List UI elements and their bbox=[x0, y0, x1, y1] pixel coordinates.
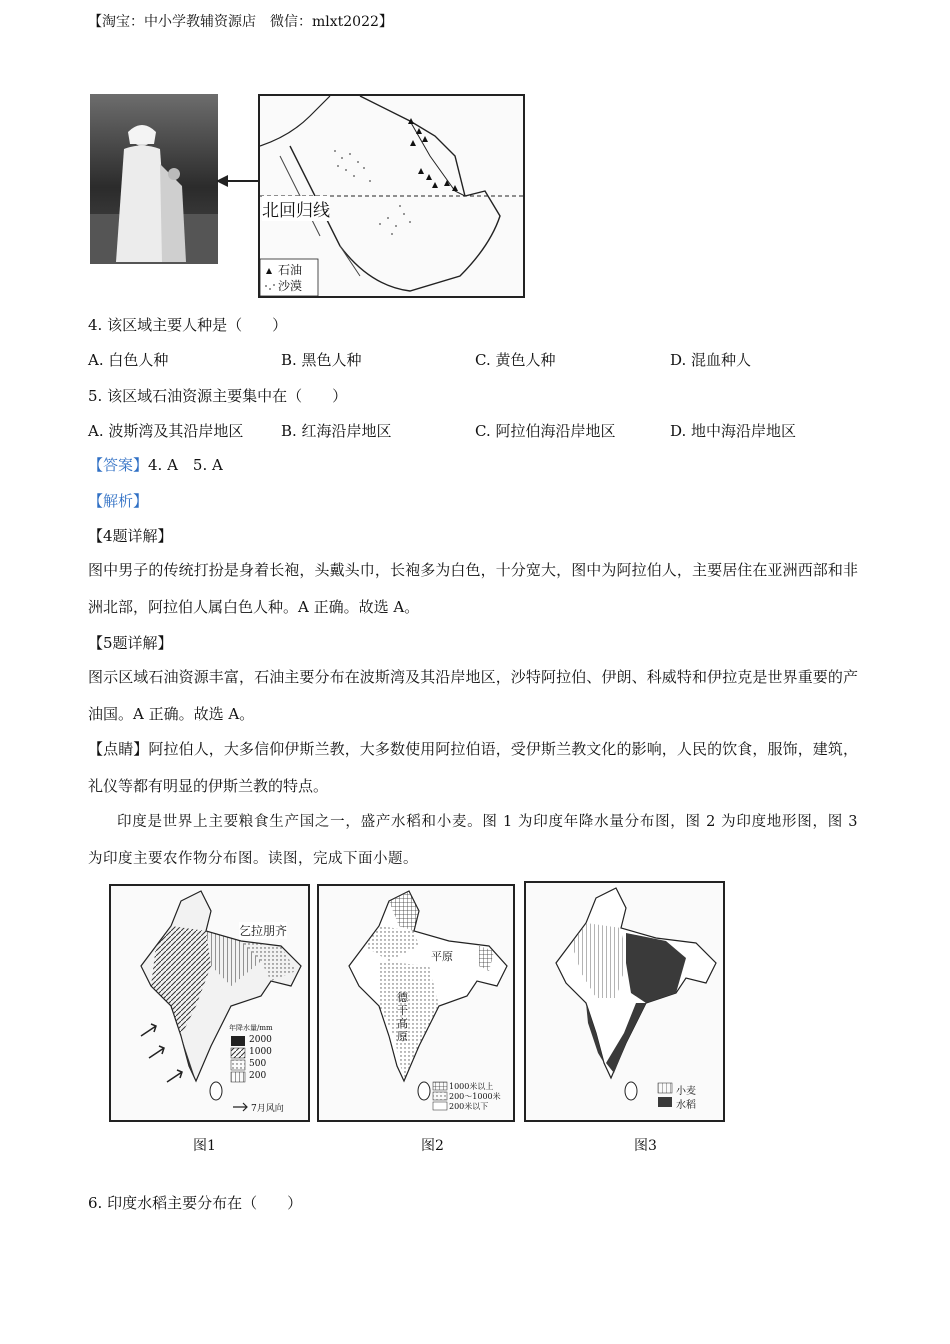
caption-map-2: 图2 bbox=[421, 1138, 444, 1154]
wind-legend-label: 7月风向 bbox=[251, 1104, 284, 1114]
figure-arabia bbox=[88, 92, 528, 297]
answer-text: 4. A 5. A bbox=[148, 456, 223, 474]
answer-label: 【答案】 bbox=[88, 456, 149, 474]
photo-arab-man bbox=[90, 94, 218, 264]
detail-4-text: 图中男子的传统打扮是身着长袍，头戴头巾，长袍多为白色，十分宽大，图中为阿拉伯人，主要居住在亚洲西部和非洲北部，阿拉伯人属白色人种。A 正确。故选 A。 bbox=[88, 561, 858, 616]
q4-option-b: B. 黑色人种 bbox=[281, 351, 362, 369]
elevation-legend-3: 200米以下 bbox=[449, 1102, 489, 1111]
rainfall-legend-title: 年降水量/mm bbox=[229, 1024, 273, 1032]
elevation-legend-2: 200～1000米 bbox=[449, 1092, 501, 1101]
note-text: 【点睛】阿拉伯人，大多信仰伊斯兰教，大多数使用阿拉伯语，受伊斯兰教文化的影响，人民的饮食，服饰，建筑，礼仪等都有明显的伊斯兰教的特点。 bbox=[88, 740, 858, 795]
india-map-2 bbox=[317, 884, 515, 1122]
question-5-stem: 5. 该区域石油资源主要集中在（ ） bbox=[88, 387, 348, 405]
legend-oil-label: 石油 bbox=[278, 263, 303, 277]
caption-map-3: 图3 bbox=[634, 1138, 657, 1154]
answer-line bbox=[88, 455, 223, 475]
detail-5-text: 图示区域石油资源丰富，石油主要分布在波斯湾及其沿岸地区，沙特阿拉伯、伊朗、科威特和伊拉克是世界重要的产油国。A 正确。故选 A。 bbox=[88, 668, 858, 723]
india-map-3 bbox=[524, 881, 725, 1122]
deccan-label: 德干高原 bbox=[397, 991, 408, 1043]
q5-option-d: D. 地中海沿岸地区 bbox=[670, 422, 797, 440]
oil-symbols bbox=[408, 118, 458, 191]
rainfall-legend-200: 200 bbox=[249, 1071, 267, 1081]
question-6-stem: 6. 印度水稻主要分布在（ ） bbox=[88, 1194, 303, 1212]
q5-option-a: A. 波斯湾及其沿岸地区 bbox=[88, 422, 244, 440]
arab-man-figure-icon bbox=[90, 94, 218, 264]
q4-option-a: A. 白色人种 bbox=[88, 351, 169, 369]
header-banner: 【淘宝：中小学教辅资源店 微信：mlxt2022】 bbox=[88, 14, 393, 30]
arrow-head-icon bbox=[216, 175, 228, 187]
q4-option-c: C. 黄色人种 bbox=[475, 351, 556, 369]
wheat-legend-label: 小麦 bbox=[676, 1086, 696, 1097]
intro-text: 印度是世界上主要粮食生产国之一，盛产水稻和小麦。图 1 为印度年降水量分布图，图 2 为印度地形图，图 3 为印度主要农作物分布图。读图，完成下面小题。 bbox=[88, 814, 858, 867]
q5-option-c: C. 阿拉伯海沿岸地区 bbox=[475, 422, 616, 440]
q4-option-d: D. 混血种人 bbox=[670, 351, 752, 369]
rainfall-legend-500: 500 bbox=[249, 1059, 267, 1069]
rainfall-legend-2000: 2000 bbox=[249, 1035, 272, 1045]
detail-5-title: 【5题详解】 bbox=[88, 634, 173, 652]
q5-option-b: B. 红海沿岸地区 bbox=[281, 422, 392, 440]
analysis-label: 【解析】 bbox=[88, 492, 149, 510]
caption-map-1: 图1 bbox=[193, 1138, 216, 1154]
arabia-map bbox=[258, 94, 525, 298]
detail-4-title: 【4题详解】 bbox=[88, 527, 173, 545]
rainfall-legend-1000: 1000 bbox=[249, 1047, 272, 1057]
cherrapunji-label: 乞拉朋齐 bbox=[239, 924, 288, 938]
question-4-stem: 4. 该区域主要人种是（ ） bbox=[88, 316, 288, 334]
india-map-1 bbox=[109, 884, 310, 1122]
rice-legend-label: 水稻 bbox=[676, 1100, 696, 1111]
elevation-legend-1: 1000米以上 bbox=[449, 1082, 494, 1091]
tropic-label: 北回归线 bbox=[262, 196, 330, 221]
legend-desert-label: 沙漠 bbox=[278, 279, 303, 293]
plain-label: 平原 bbox=[431, 950, 453, 963]
